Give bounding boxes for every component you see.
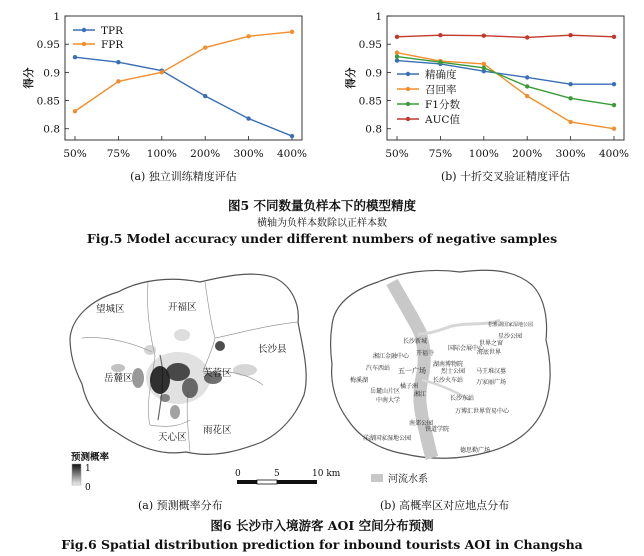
data-point xyxy=(438,60,442,64)
x-tick-label: 75% xyxy=(106,148,131,160)
svg-text:洋湖国家湿地公园: 洋湖国家湿地公园 xyxy=(363,435,412,442)
y-tick-label: 0.95 xyxy=(36,39,60,52)
chart-b xyxy=(322,0,644,195)
data-point xyxy=(482,62,486,66)
y-axis-label: 得分 xyxy=(23,67,35,89)
data-point xyxy=(525,35,529,39)
svg-text:湖南博物院: 湖南博物院 xyxy=(433,361,464,368)
legend-label-2: F1分数 xyxy=(425,99,460,111)
x-tick-label: 200% xyxy=(190,148,221,160)
data-point xyxy=(160,70,164,74)
data-point xyxy=(203,94,207,98)
svg-text:烈士公园: 烈士公园 xyxy=(441,368,466,375)
legend-prob-bar xyxy=(72,464,81,485)
svg-text:长沙火车站: 长沙火车站 xyxy=(433,377,464,384)
fig5-caption-cn: 图5 不同数量负样本下的模型精度 xyxy=(227,198,417,213)
data-point xyxy=(438,33,442,37)
x-tick-label: 100% xyxy=(468,148,499,160)
y-tick-label: 0.8 xyxy=(365,123,382,136)
svg-text:中南大学: 中南大学 xyxy=(376,397,401,404)
svg-text:松雅湖国家湿地公园: 松雅湖国家湿地公园 xyxy=(488,322,534,328)
svg-text:开福寺: 开福寺 xyxy=(416,350,435,357)
legend-prob-max: 1 xyxy=(85,464,91,474)
map-b xyxy=(331,270,551,485)
legend-label-1: FPR xyxy=(101,39,124,51)
data-point xyxy=(482,34,486,38)
chart-a xyxy=(0,0,322,195)
district-yuelu: 岳麓区 xyxy=(104,373,133,384)
svg-text:汽车西站: 汽车西站 xyxy=(366,365,391,372)
legend-label-1: 召回率 xyxy=(425,84,457,96)
svg-text:海底世界: 海底世界 xyxy=(477,349,502,356)
series-line-0 xyxy=(75,57,292,136)
svg-text:万博汇世界贸易中心: 万博汇世界贸易中心 xyxy=(455,408,510,415)
data-point xyxy=(203,45,207,49)
district-tianxin: 天心区 xyxy=(158,432,187,443)
data-point xyxy=(116,60,120,64)
data-point xyxy=(612,82,616,86)
map-b-subtitle: (b) 高概率区对应地点分布 xyxy=(380,499,510,512)
data-point xyxy=(568,82,572,86)
y-tick-label: 0.95 xyxy=(358,39,382,52)
svg-text:湘江: 湘江 xyxy=(414,391,427,398)
x-tick-label: 75% xyxy=(428,148,453,160)
y-tick-label: 0.85 xyxy=(36,95,60,108)
data-point xyxy=(525,94,529,98)
data-point xyxy=(290,134,294,138)
legend-marker-3 xyxy=(406,117,410,121)
scale-label-10: 10 km xyxy=(312,469,341,479)
series-line-3 xyxy=(397,35,614,37)
data-point xyxy=(290,30,294,34)
data-point xyxy=(568,120,572,124)
data-point xyxy=(568,33,572,37)
x-tick-label: 200% xyxy=(512,148,543,160)
svg-text:梅溪湖: 梅溪湖 xyxy=(350,377,369,384)
fig5-note: 横轴为负样本数除以正样本数 xyxy=(257,218,387,229)
scale-bar xyxy=(237,480,317,484)
legend-marker-0 xyxy=(82,28,86,32)
legend-river-label: 河流水系 xyxy=(388,474,428,485)
data-point xyxy=(395,54,399,58)
svg-text:万家丽广场: 万家丽广场 xyxy=(476,379,507,386)
svg-text:马王堆汉墓: 马王堆汉墓 xyxy=(476,368,507,375)
y-tick-label: 0.9 xyxy=(43,67,60,80)
data-point xyxy=(73,109,77,113)
svg-text:长沙东站: 长沙东站 xyxy=(450,395,475,402)
chart-b-svg xyxy=(322,0,644,195)
data-point xyxy=(116,79,120,83)
data-point xyxy=(568,96,572,100)
legend-marker-0 xyxy=(406,72,410,76)
y-tick-label: 1 xyxy=(375,11,382,23)
data-point xyxy=(395,58,399,62)
y-tick-label: 0.85 xyxy=(358,95,382,108)
svg-text:南郊公园: 南郊公园 xyxy=(409,420,434,427)
legend-prob-min: 0 xyxy=(85,483,91,493)
x-tick-label: 100% xyxy=(146,148,177,160)
district-kaifu: 开福区 xyxy=(168,302,197,313)
x-tick-label: 400% xyxy=(598,148,630,160)
fig6-caption-en: Fig.6 Spatial distribution prediction for inbound tourists AOI in Changsha xyxy=(61,537,583,552)
chart-subtitle: (a) 独立训练精度评估 xyxy=(130,170,237,183)
svg-text:橘子洲: 橘子洲 xyxy=(400,383,419,390)
svg-text:长沙新城: 长沙新城 xyxy=(403,338,428,345)
data-point xyxy=(525,84,529,88)
y-tick-label: 0.8 xyxy=(43,123,60,136)
svg-text:岳麓山片区: 岳麓山片区 xyxy=(370,388,401,395)
data-point xyxy=(525,75,529,79)
legend-label-0: 精确度 xyxy=(425,69,457,81)
district-furong: 芙蓉区 xyxy=(203,368,232,379)
data-point xyxy=(246,116,250,120)
y-axis-label: 得分 xyxy=(345,67,357,89)
map-a xyxy=(70,274,341,493)
y-tick-label: 1 xyxy=(53,11,60,23)
scale-label-0: 0 xyxy=(235,469,241,479)
svg-text:铁道学院: 铁道学院 xyxy=(425,426,450,433)
svg-text:湘江金融中心: 湘江金融中心 xyxy=(373,353,410,360)
data-point xyxy=(482,66,486,70)
chart-a-svg xyxy=(0,0,322,195)
map-a-subtitle: (a) 预测概率分布 xyxy=(138,499,223,512)
data-point xyxy=(395,35,399,39)
x-tick-label: 50% xyxy=(385,148,409,160)
x-tick-label: 300% xyxy=(233,148,264,160)
chart-subtitle: (b) 十折交叉验证精度评估 xyxy=(440,170,571,183)
svg-text:星沙公园: 星沙公园 xyxy=(498,333,523,340)
x-tick-label: 300% xyxy=(555,148,586,160)
legend-marker-1 xyxy=(82,42,86,46)
data-point xyxy=(73,55,77,59)
fig5-caption-en: Fig.5 Model accuracy under different numbers of negative samples xyxy=(86,231,558,246)
svg-text:德思勤广场: 德思勤广场 xyxy=(460,447,491,454)
legend-label-0: TPR xyxy=(101,25,123,37)
data-point xyxy=(246,34,250,38)
x-tick-label: 400% xyxy=(276,148,308,160)
legend-label-3: AUC值 xyxy=(425,114,460,126)
legend-river-swatch xyxy=(371,474,383,482)
district-yuhua: 雨花区 xyxy=(203,425,232,436)
data-point xyxy=(612,127,616,131)
data-point xyxy=(612,103,616,107)
fig6-caption-cn: 图6 长沙市入境游客 AOI 空间分布预测 xyxy=(210,518,434,533)
data-point xyxy=(612,35,616,39)
district-wangcheng: 望城区 xyxy=(96,304,125,315)
legend-marker-1 xyxy=(406,87,410,91)
data-point xyxy=(395,50,399,54)
district-changsha-county: 长沙县 xyxy=(258,344,287,355)
svg-text:世界之窗: 世界之窗 xyxy=(479,340,504,347)
map-figure xyxy=(0,258,644,498)
svg-text:五一广场: 五一广场 xyxy=(398,367,426,375)
y-tick-label: 0.9 xyxy=(365,67,382,80)
svg-text:国际会展中心: 国际会展中心 xyxy=(448,345,485,352)
plot-frame xyxy=(387,16,624,140)
x-tick-label: 50% xyxy=(63,148,87,160)
legend-marker-2 xyxy=(406,102,410,106)
legend-prob-title: 预测概率 xyxy=(71,452,110,463)
scale-label-5: 5 xyxy=(274,469,280,479)
